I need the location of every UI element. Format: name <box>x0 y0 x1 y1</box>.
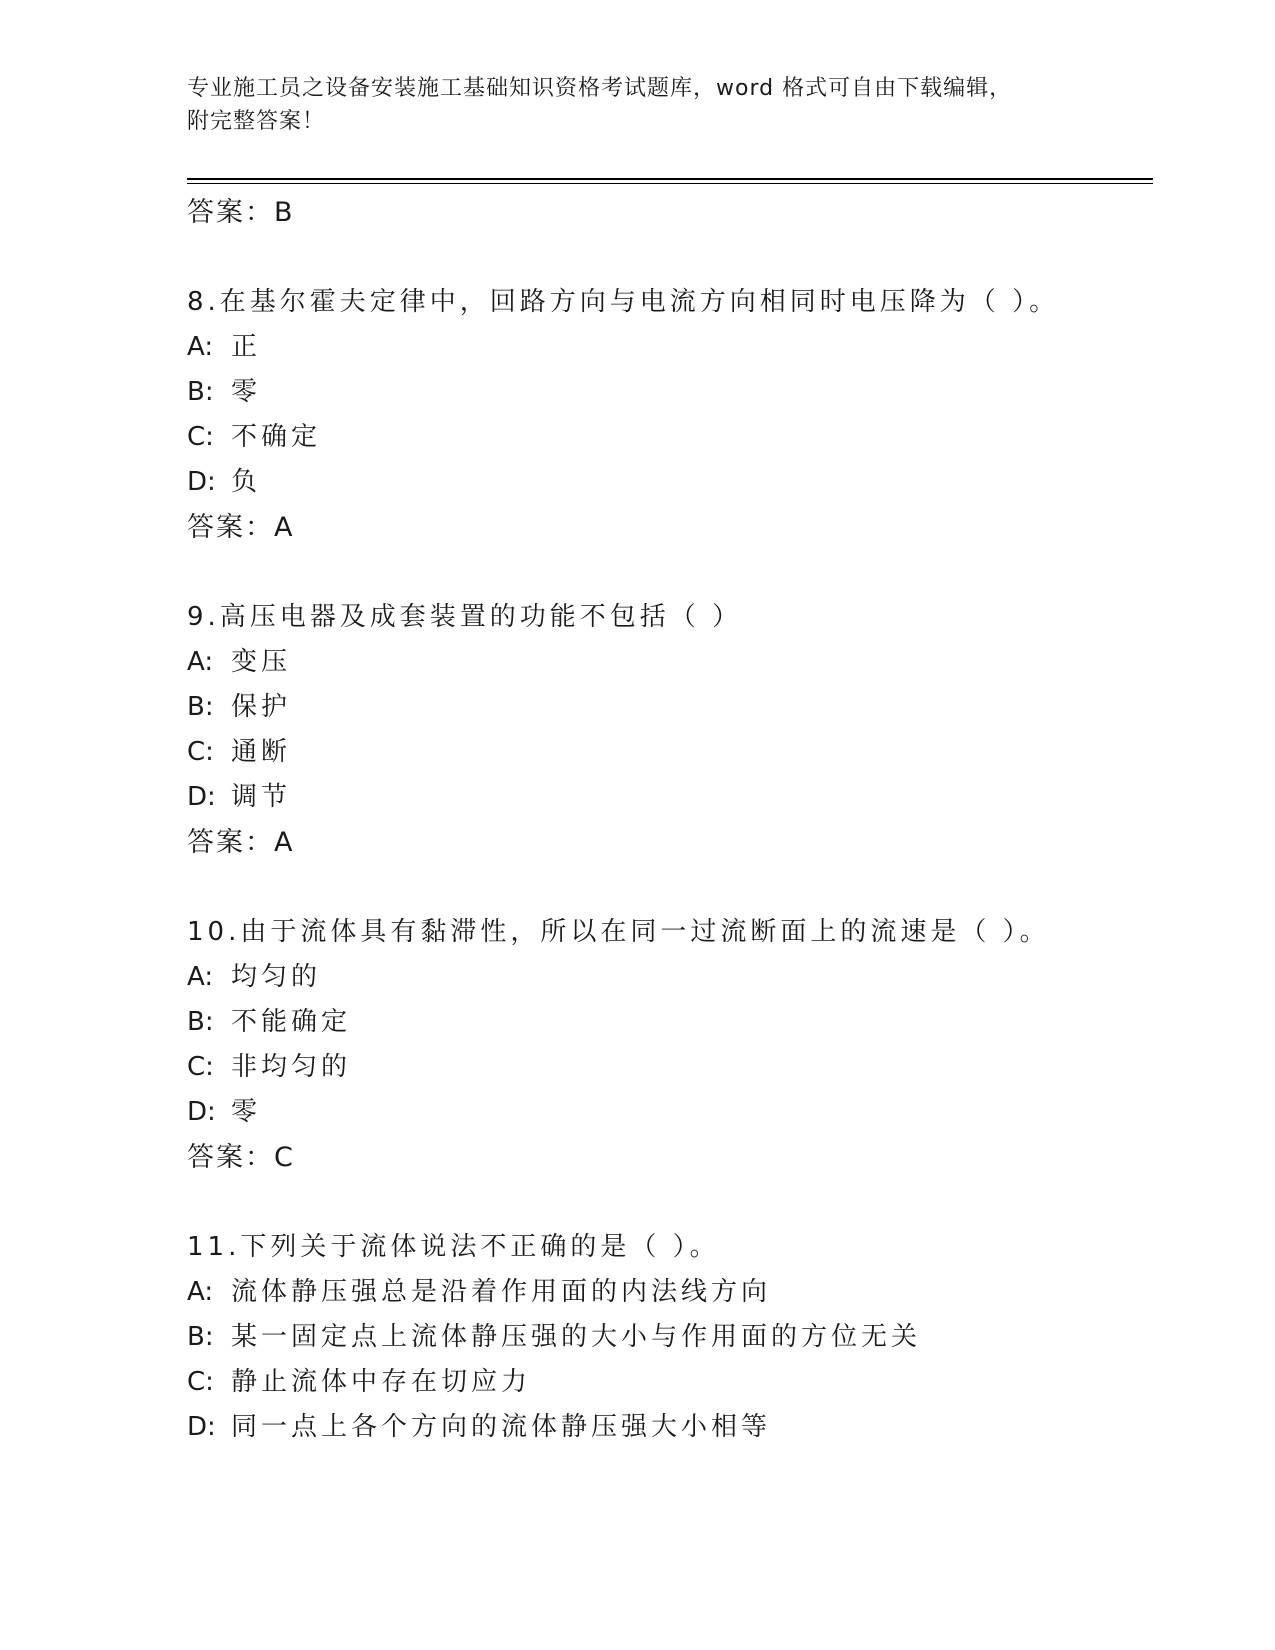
option-key: C: <box>187 737 214 767</box>
option-a <box>187 1270 1147 1315</box>
option-b <box>187 370 1147 415</box>
option-key: A: <box>187 332 214 362</box>
answer-line: 答案：B <box>187 197 295 228</box>
option-text: 不确定 <box>231 422 322 452</box>
option-d <box>187 460 1147 505</box>
option-key: D: <box>187 467 216 497</box>
option-a <box>187 955 1147 1000</box>
option-b <box>187 1000 1147 1045</box>
option-key: D: <box>187 1097 216 1127</box>
option-c <box>187 1360 1147 1405</box>
question-list <box>187 190 1147 1450</box>
header-rule-thick <box>187 178 1153 180</box>
option-text: 非均匀的 <box>231 1052 352 1082</box>
option-text: 流体静压强总是沿着作用面的内法线方向 <box>231 1277 772 1307</box>
option-d <box>187 1090 1147 1135</box>
question-10 <box>187 910 1147 1180</box>
question-stem: 9.高压电器及成套装置的功能不包括（ ） <box>187 602 743 632</box>
option-text: 调节 <box>231 782 292 812</box>
option-b <box>187 685 1147 730</box>
question-11 <box>187 1225 1147 1450</box>
option-a <box>187 325 1147 370</box>
option-text: 通断 <box>231 737 292 767</box>
option-key: C: <box>187 1367 214 1397</box>
option-c <box>187 730 1147 775</box>
option-d <box>187 775 1147 820</box>
answer-line: 答案：A <box>187 512 295 543</box>
option-key: D: <box>187 782 216 812</box>
option-c <box>187 1045 1147 1090</box>
question-stem: 8.在基尔霍夫定律中，回路方向与电流方向相同时电压降为（ ）。 <box>187 287 1060 317</box>
page-header <box>187 72 1067 138</box>
question-8 <box>187 280 1147 550</box>
option-key: A: <box>187 962 214 992</box>
option-text: 零 <box>231 377 262 407</box>
option-c <box>187 415 1147 460</box>
answer-line: 答案：A <box>187 827 295 858</box>
option-text: 零 <box>231 1097 262 1127</box>
answer-line: 答案：C <box>187 1142 295 1173</box>
option-key: B: <box>187 1322 214 1352</box>
question-stem: 11.下列关于流体说法不正确的是（ ）。 <box>187 1232 720 1262</box>
option-text: 正 <box>231 332 262 362</box>
option-key: A: <box>187 647 214 677</box>
option-key: C: <box>187 1052 214 1082</box>
option-text: 负 <box>231 467 262 497</box>
question-9 <box>187 595 1147 865</box>
option-key: B: <box>187 377 214 407</box>
option-text: 保护 <box>231 692 292 722</box>
option-key: C: <box>187 422 214 452</box>
option-text: 不能确定 <box>231 1007 352 1037</box>
option-key: B: <box>187 692 214 722</box>
option-text: 静止流体中存在切应力 <box>231 1367 532 1397</box>
option-text: 某一固定点上流体静压强的大小与作用面的方位无关 <box>231 1322 922 1352</box>
option-key: B: <box>187 1007 214 1037</box>
header-line-2: 附完整答案！ <box>187 109 326 134</box>
option-d <box>187 1405 1147 1450</box>
question-stem: 10.由于流体具有黏滞性，所以在同一过流断面上的流速是（ ）。 <box>187 917 1050 947</box>
option-key: D: <box>187 1412 216 1442</box>
header-line-1: 专业施工员之设备安装施工基础知识资格考试题库，word 格式可自由下载编辑， <box>187 76 1013 101</box>
option-text: 同一点上各个方向的流体静压强大小相等 <box>231 1412 772 1442</box>
option-text: 均匀的 <box>231 962 322 992</box>
option-b <box>187 1315 1147 1360</box>
option-a <box>187 640 1147 685</box>
header-rule-thin <box>187 183 1153 184</box>
option-key: A: <box>187 1277 214 1307</box>
option-text: 变压 <box>231 647 292 677</box>
